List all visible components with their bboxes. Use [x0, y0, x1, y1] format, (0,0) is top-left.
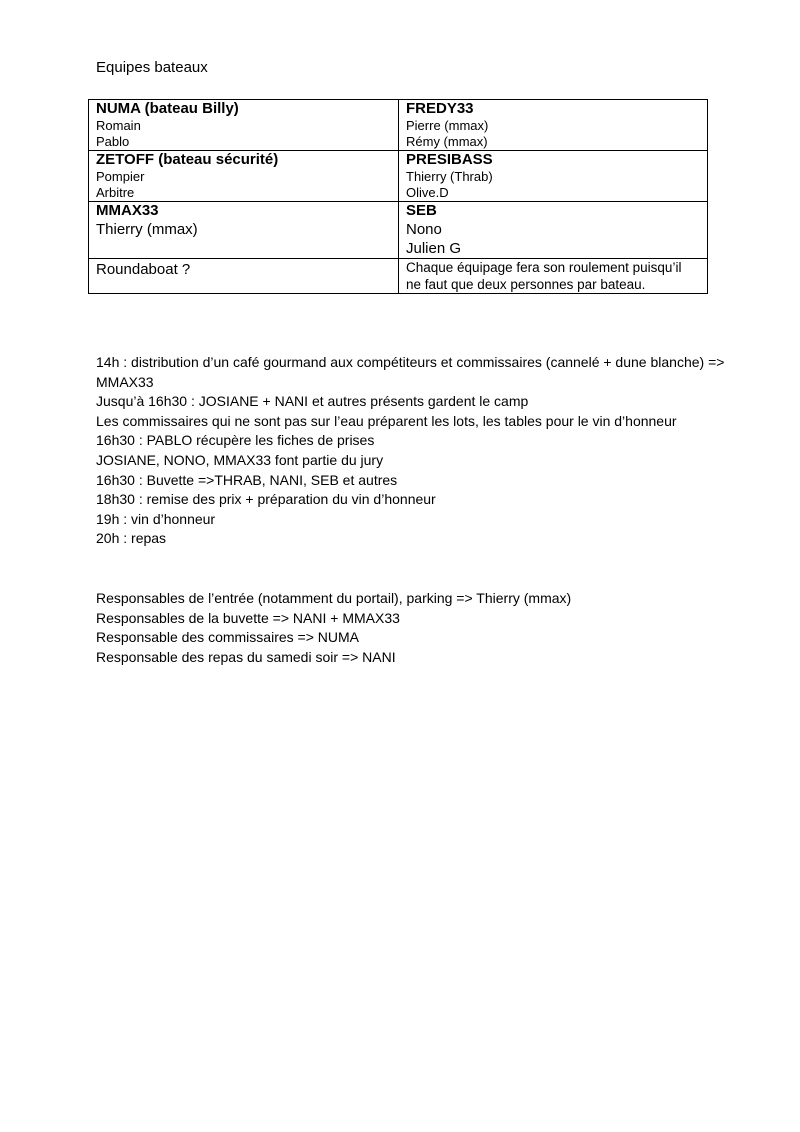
team-member: Rémy (mmax): [406, 134, 488, 149]
team-member: Olive.D: [406, 185, 449, 200]
team-member: Nono: [406, 221, 442, 238]
roundaboat-cell: [89, 259, 399, 294]
team-cell: [399, 100, 708, 151]
schedule-line: 19h : vin d’honneur: [96, 510, 216, 527]
rotation-note: Chaque équipage fera son roulement puisqu’il ne faut que deux personnes par bateau.: [406, 260, 682, 292]
responsibilities-list: [96, 589, 736, 667]
table-row: [89, 151, 708, 202]
responsibility-line: Responsables de l’entrée (notamment du portail), parking => Thierry (mmax): [96, 590, 572, 606]
schedule-line: 20h : repas: [96, 530, 167, 547]
schedule-line: Jusqu’à 16h30 : JOSIANE + NANI et autres présents gardent le camp: [96, 393, 529, 410]
teams-table: [88, 99, 708, 294]
schedule-line: Les commissaires qui ne sont pas sur l’eau préparent les lots, les tables pour le vin d’honneur: [96, 412, 677, 429]
team-member: Thierry (mmax): [96, 221, 198, 238]
schedule-line: 18h30 : remise des prix + préparation du vin d’honneur: [96, 491, 436, 508]
schedule-line: JOSIANE, NONO, MMAX33 font partie du jury: [96, 451, 384, 468]
team-member: Arbitre: [96, 185, 135, 200]
table-row: [89, 202, 708, 259]
team-member: Pompier: [96, 169, 145, 184]
team-name: FREDY33: [406, 100, 474, 117]
team-name: PRESIBASS: [406, 151, 493, 168]
team-cell: [399, 151, 708, 202]
team-cell: [89, 151, 399, 202]
schedule-line: 16h30 : Buvette =>THRAB, NANI, SEB et autres: [96, 471, 398, 488]
page-title: Equipes bateaux: [96, 59, 208, 76]
team-member: Pierre (mmax): [406, 118, 489, 133]
team-name: SEB: [406, 202, 437, 219]
table-row: [89, 100, 708, 151]
responsibility-line: Responsables de la buvette => NANI + MMAX33: [96, 609, 400, 626]
team-member: Julien G: [406, 240, 462, 257]
team-cell: [399, 202, 708, 259]
schedule-line: 16h30 : PABLO récupère les fiches de prises: [96, 432, 375, 449]
rotation-note-cell: [399, 259, 708, 294]
team-name: NUMA (bateau Billy): [96, 100, 239, 117]
team-member: Pablo: [96, 134, 130, 149]
team-member: Thierry (Thrab): [406, 169, 493, 184]
team-name: MMAX33: [96, 202, 159, 219]
team-member: Romain: [96, 118, 141, 133]
responsibility-line: Responsable des repas du samedi soir => NANI: [96, 648, 396, 665]
roundaboat-label: Roundaboat ?: [96, 261, 191, 278]
schedule-line: 14h : distribution d’un café gourmand aux compétiteurs et commissaires (cannelé + dune blanche) => MMAX33: [96, 354, 725, 390]
team-cell: [89, 202, 399, 259]
team-cell: [89, 100, 399, 151]
responsibility-line: Responsable des commissaires => NUMA: [96, 629, 359, 646]
table-row: [89, 259, 708, 294]
schedule-list: [96, 353, 736, 549]
team-name: ZETOFF (bateau sécurité): [96, 151, 279, 168]
